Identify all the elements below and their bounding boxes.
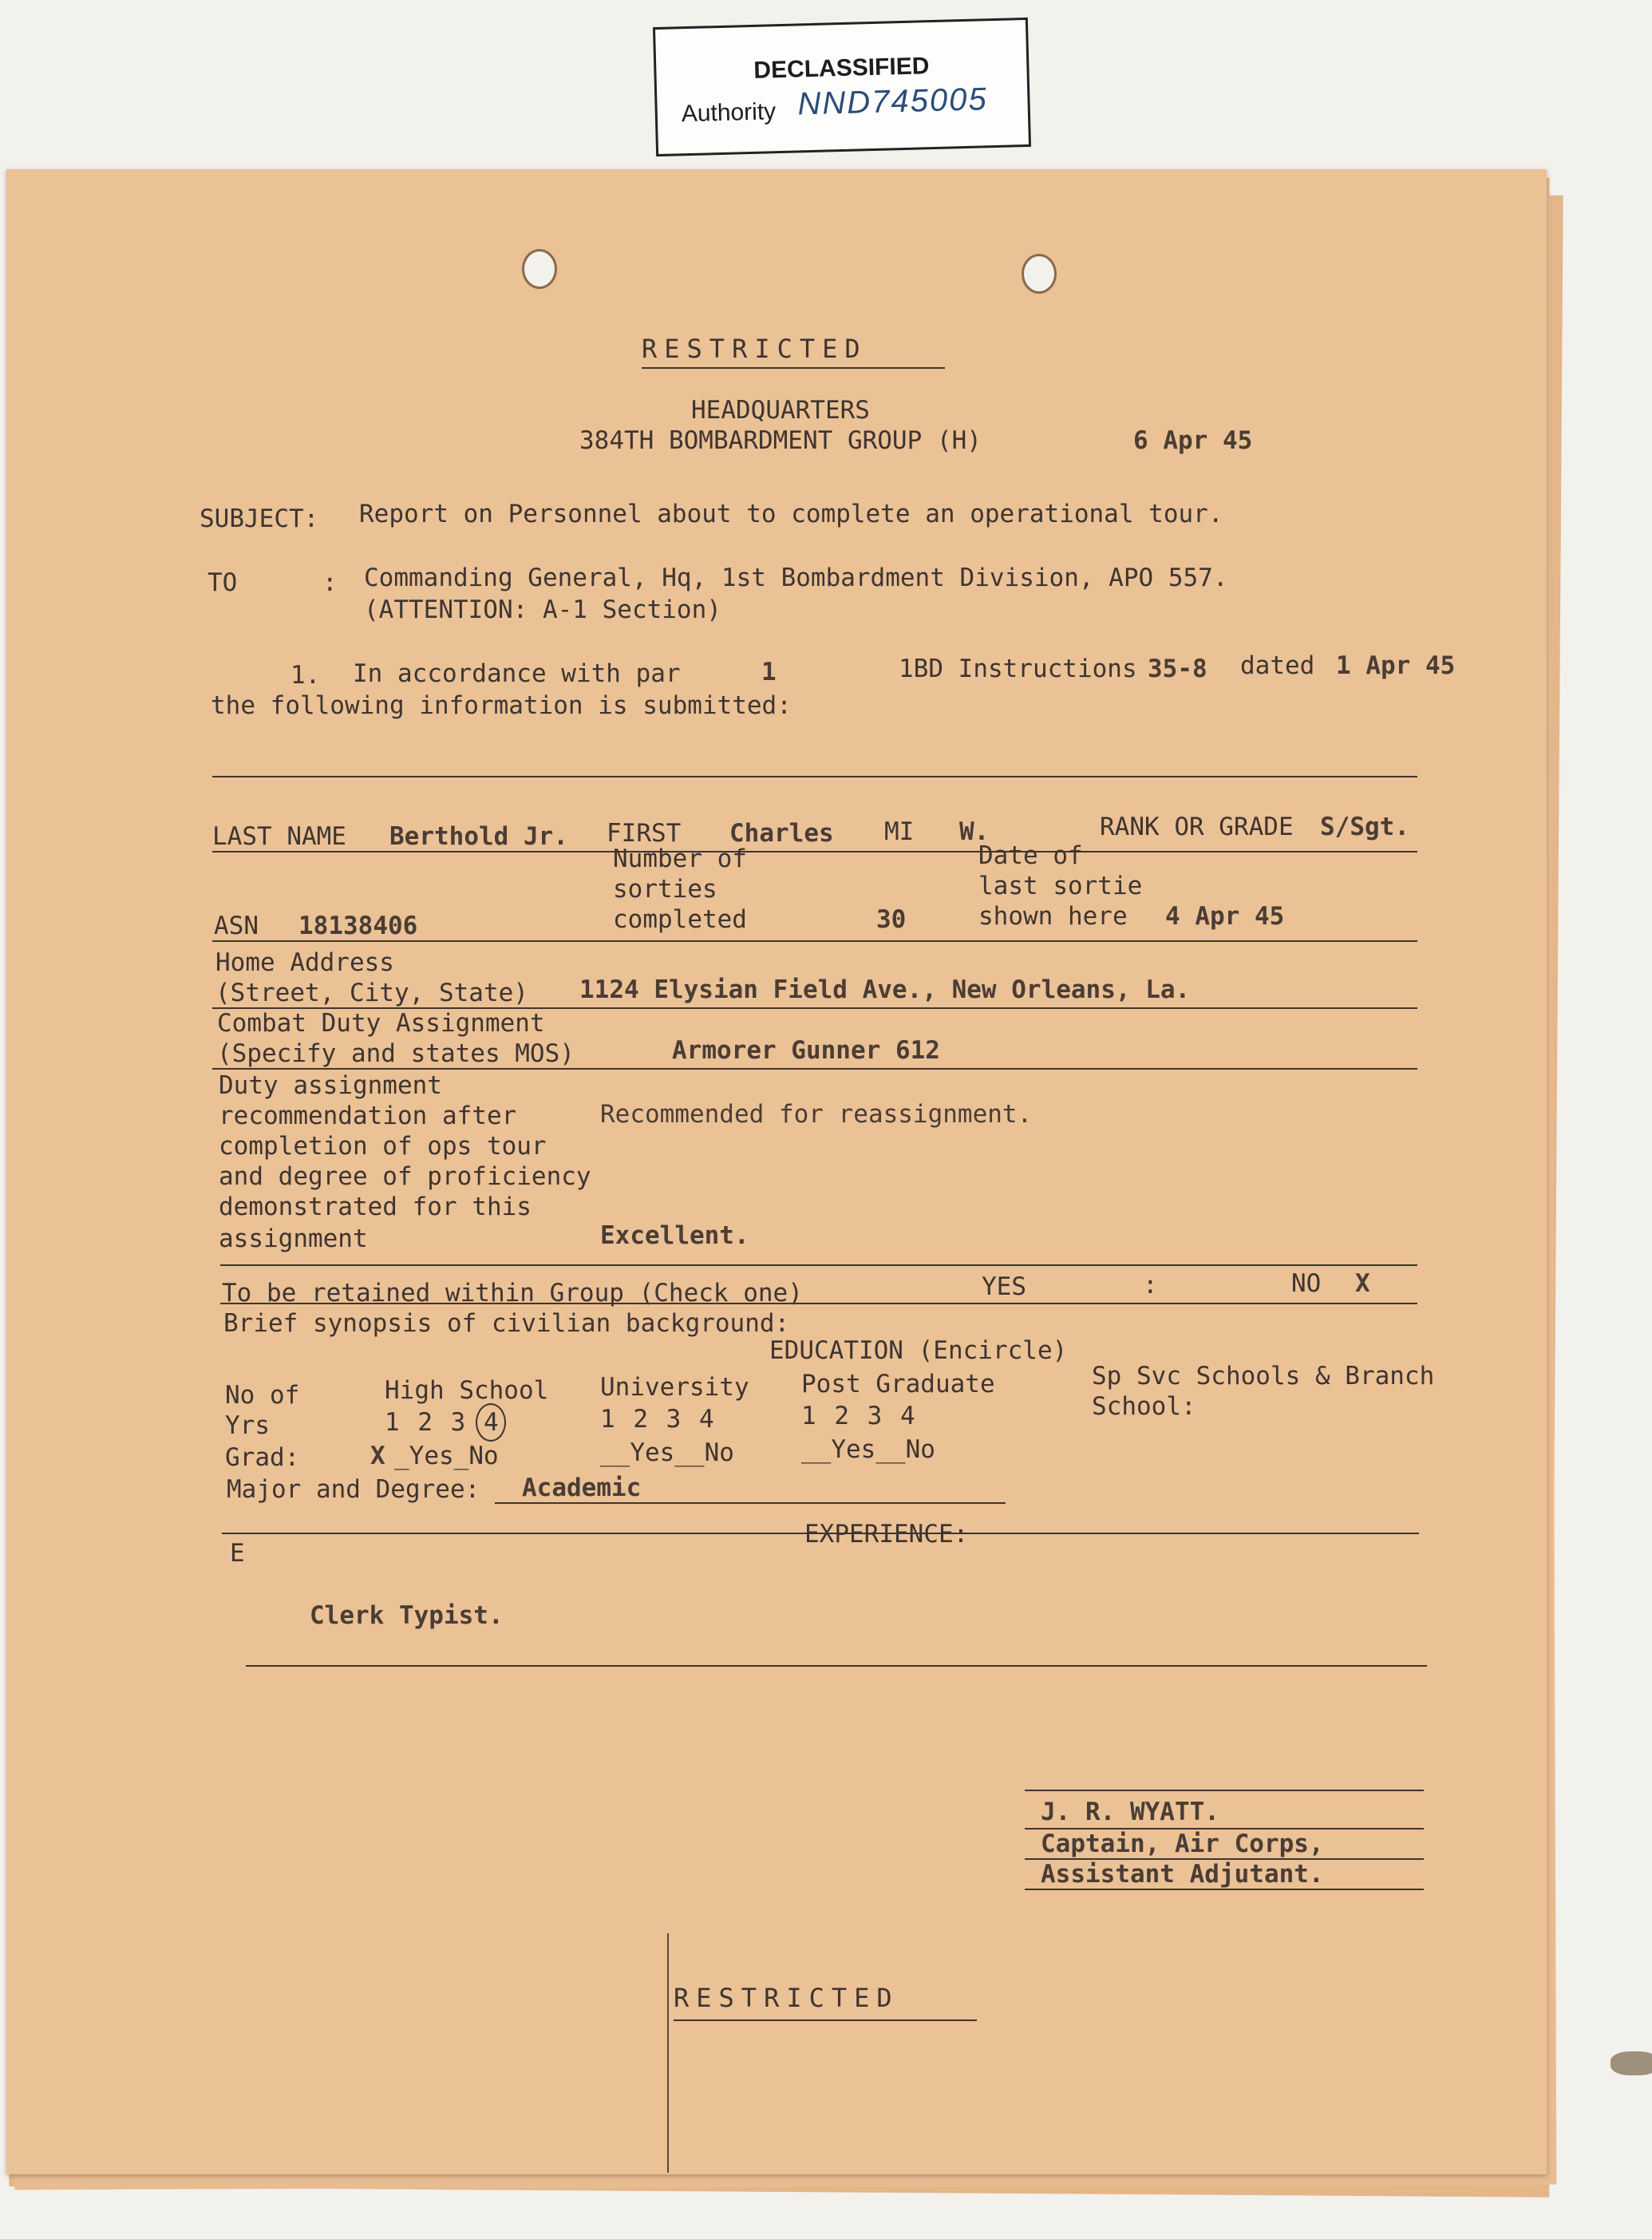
combat-duty-value: Armorer Gunner 612 — [672, 1036, 940, 1065]
major-value: Academic — [522, 1474, 642, 1502]
postgrad-grad-yes-no: __Yes__No — [801, 1435, 935, 1464]
home-address-value: 1124 Elysian Field Ave., New Orleans, La. — [579, 975, 1191, 1004]
no-of-label: No of — [225, 1381, 300, 1410]
retained-label: To be retained within Group (Check one) — [222, 1279, 803, 1307]
table-edge-mark — [1611, 2051, 1652, 2075]
proficiency-value: Excellent. — [600, 1221, 749, 1250]
high-school-grad-mark: X — [370, 1442, 385, 1470]
home-address-label-1: Home Address — [215, 948, 394, 977]
university-label: University — [600, 1373, 749, 1402]
stamp-authority-number: NND745005 — [796, 81, 989, 122]
punch-hole-right — [1022, 254, 1057, 294]
high-school-label: High School — [385, 1376, 549, 1405]
home-address-label-2: (Street, City, State) — [215, 979, 528, 1007]
stamp-title: DECLASSIFIED — [753, 53, 930, 84]
yrs-label: Yrs — [225, 1411, 270, 1440]
rank-label: RANK OR GRADE — [1100, 813, 1294, 841]
classification-bottom: RESTRICTED — [674, 1983, 899, 2013]
postgrad-label: Post Graduate — [801, 1370, 995, 1398]
asn-value: 18138406 — [298, 912, 418, 940]
declassified-stamp — [653, 18, 1031, 156]
sp-svc-label-2: School: — [1092, 1392, 1196, 1421]
signer-position: Assistant Adjutant. — [1041, 1860, 1324, 1889]
instructions-value: 35-8 — [1148, 655, 1207, 683]
last-sortie-label-1: Date of — [978, 841, 1083, 870]
retained-colon: : — [1143, 1271, 1158, 1299]
paragraph-text: In accordance with par — [353, 659, 681, 688]
sorties-value: 30 — [876, 905, 907, 934]
stamp-authority-label: Authority — [681, 98, 777, 128]
classification-bottom-underline — [674, 2019, 977, 2021]
to-colon: : — [322, 568, 338, 597]
combat-duty-label-1: Combat Duty Assignment — [217, 1009, 545, 1038]
classification-underline — [642, 367, 945, 369]
paragraph-line-2: the following information is submitted: — [211, 691, 792, 720]
sp-svc-label-1: Sp Svc Schools & Branch — [1092, 1362, 1435, 1390]
high-school-years: 1 2 3 4 — [385, 1408, 500, 1437]
subject-label: SUBJECT: — [200, 504, 319, 533]
last-sortie-value: 4 Apr 45 — [1165, 902, 1285, 931]
signer-title: Captain, Air Corps, — [1041, 1830, 1324, 1858]
high-school-circled-year — [476, 1403, 506, 1442]
retained-mark: X — [1355, 1269, 1370, 1298]
sorties-label-2: sorties — [613, 875, 717, 904]
grad-label: Grad: — [225, 1443, 300, 1472]
experience-value: Clerk Typist. — [310, 1601, 504, 1630]
rule-combat-row — [212, 1068, 1417, 1070]
rule-major — [495, 1502, 1006, 1504]
duty-label-4: and degree of proficiency — [219, 1162, 591, 1191]
signature-rule-1 — [1025, 1790, 1424, 1791]
university-grad-yes-no: __Yes__No — [600, 1438, 734, 1467]
classification-top: RESTRICTED — [642, 334, 867, 364]
unit-name: 384TH BOMBARDMENT GROUP (H) — [579, 426, 982, 455]
asn-label: ASN — [214, 912, 259, 940]
synopsis-label: Brief synopsis of civilian background: — [223, 1309, 790, 1338]
first-name-label: FIRST — [607, 819, 682, 848]
postgrad-years: 1 2 3 4 — [801, 1402, 917, 1430]
document-date: 6 Apr 45 — [1133, 426, 1253, 455]
duty-label-6: assignment — [219, 1224, 368, 1253]
rule-duty-row — [220, 1264, 1417, 1266]
mi-value: W. — [959, 817, 990, 846]
duty-label-5: demonstrated for this — [219, 1193, 532, 1221]
retained-no: NO — [1291, 1269, 1322, 1298]
rule-retained-row — [220, 1303, 1417, 1304]
rule-top — [212, 776, 1417, 777]
to-line-1: Commanding General, Hq, 1st Bombardment Division, APO 557. — [364, 564, 1228, 592]
to-line-2: (ATTENTION: A-1 Section) — [364, 595, 721, 624]
document-page — [6, 169, 1547, 2174]
dated-label: dated — [1240, 651, 1315, 680]
retained-yes: YES — [982, 1272, 1026, 1301]
sorties-label-1: Number of — [613, 845, 747, 873]
subject-text: Report on Personnel about to complete an operational tour. — [359, 500, 1223, 528]
signature-rule-4 — [1025, 1889, 1424, 1890]
major-label: Major and Degree: — [227, 1475, 480, 1504]
duty-label-2: recommendation after — [219, 1102, 517, 1130]
punch-hole-left — [522, 249, 557, 289]
duty-label-1: Duty assignment — [219, 1071, 442, 1100]
paragraph-number: 1. — [290, 661, 321, 690]
university-years: 1 2 3 4 — [600, 1405, 716, 1434]
high-school-grad-yes-no: _Yes_No — [394, 1442, 499, 1470]
e-label: E — [230, 1539, 245, 1568]
mi-label: MI — [884, 817, 915, 846]
duty-label-3: completion of ops tour — [219, 1132, 547, 1161]
duty-recommendation-value: Recommended for reassignment. — [600, 1100, 1033, 1129]
sorties-label-3: completed — [613, 905, 747, 934]
rank-value: S/Sgt. — [1320, 813, 1409, 841]
last-sortie-label-3: shown here — [978, 902, 1128, 931]
combat-duty-label-2: (Specify and states MOS) — [217, 1039, 575, 1068]
signer-name: J. R. WYATT. — [1041, 1798, 1219, 1826]
instructions-label: 1BD Instructions — [899, 655, 1137, 683]
last-name-value: Berthold Jr. — [389, 822, 568, 851]
headquarters: HEADQUARTERS — [691, 396, 870, 425]
rule-name-row — [212, 851, 1417, 852]
education-label: EDUCATION (Encircle) — [769, 1336, 1068, 1365]
last-sortie-label-2: last sortie — [978, 872, 1143, 900]
rule-experience — [246, 1665, 1427, 1667]
dated-value: 1 Apr 45 — [1336, 651, 1456, 680]
par-value: 1 — [761, 658, 777, 686]
margin-mark — [667, 1933, 669, 2173]
experience-label: EXPERIENCE: — [804, 1520, 969, 1549]
last-name-label: LAST NAME — [212, 822, 346, 851]
rule-asn-row — [212, 940, 1417, 942]
to-label: TO — [207, 568, 238, 597]
first-name-value: Charles — [729, 819, 834, 848]
